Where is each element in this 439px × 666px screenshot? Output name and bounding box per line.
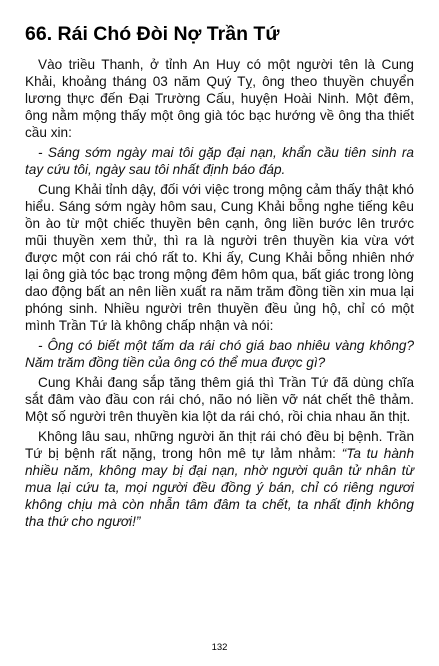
story-title: 66. Rái Chó Đòi Nợ Trần Tứ: [25, 23, 280, 45]
paragraph-otter-killed: Cung Khải đang sắp tăng thêm giá thì Trần Tứ đã dùng chĩa sắt đâm vào đầu con rái chó, não nó liền vỡ nát chết thê thảm. Một số người trên thuyền kia lột da rái chó, rồi chia nhau ăn thịt.: [25, 375, 414, 424]
paragraph-otter-caught: Cung Khải tỉnh dậy, đối với việc trong mộng cảm thấy thật khó hiểu. Sáng sớm ngày hôm sau, Cung Khải bỗng nghe tiếng kêu ồn ào từ một chiếc thuyền bên cạnh, ông liền bước lên trước mũi thuyền xem thử, thì ra là người trên thuyền kia vừa vớt được một con rái chó rất to. Khi ấy, Cung Khải bỗng nhiên nhớ lại ông già tóc bạc trong mộng đêm hôm qua, bất giác trong lòng dao động bất an nên liền xuất ra năm trăm đồng tiền xin mua lại phóng sinh. Nhiều người trên thuyền đều ủng hộ, chỉ có một mình Trần Tứ là không chấp nhận và nói:: [25, 182, 414, 333]
paragraph-illness: [25, 428, 414, 530]
illness-narration: Không lâu sau, những người ăn thịt rái chó đều bị bệnh. Trần Tứ bị bệnh rất nặng, trong hôn mê tự lảm nhảm:: [25, 429, 414, 461]
paragraph-old-man-plea: - Sáng sớm ngày mai tôi gặp đại nạn, khẩn cầu tiên sinh ra tay cứu tôi, ngày sau tôi nhất định báo đáp.: [25, 145, 414, 177]
page-number: 132: [211, 642, 228, 653]
otter-spirit-speech: “Ta tu hành nhiều năm, không may bị đại nạn, nhờ người quân tử nhân từ mua lại cứu ta, mọi người đều đồng ý bán, chỉ có riêng ngươi không chịu mà còn nhẫn tâm đâm ta chết, ta nhất định không tha thứ cho ngươi!”: [25, 446, 415, 529]
paragraph-intro: Vào triều Thanh, ở tỉnh An Huy có một người tên là Cung Khải, khoảng tháng 03 năm Quý Tỵ, ông theo thuyền chuyển lương thực đến Đại Trường Cấu, huyện Hoài Ninh. Một đêm, ông nằm mộng thấy một ông già tóc bạc hướng về ông tha thiết cầu xin:: [25, 57, 414, 140]
paragraph-tran-tu-reply: - Ông có biết một tấm da rái chó giá bao nhiêu vàng không? Năm trăm đồng tiền của ông có thể mua được gì?: [25, 338, 414, 370]
